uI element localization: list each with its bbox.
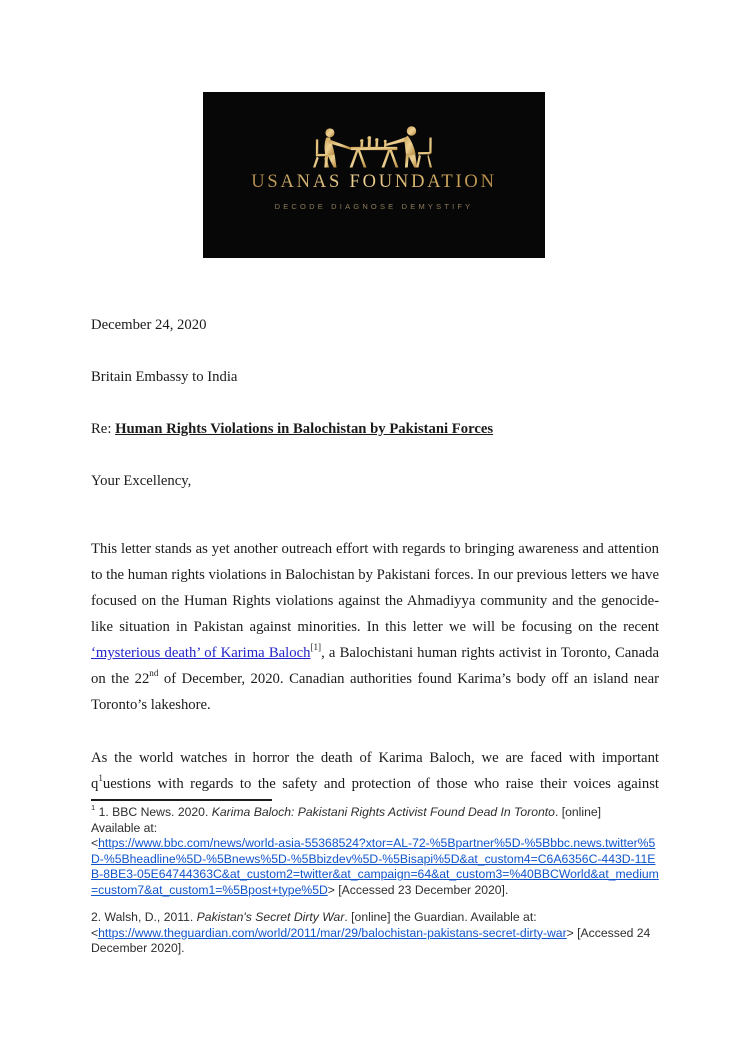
guardian-article-link[interactable]: https://www.theguardian.com/world/2011/mar/29/balochistan-pakistans-secret-dirty-war [98,925,567,940]
para1-text-1: This letter stands as yet another outreach effort with regards to bringing awareness and attention to the human rights violations in Balochistan by Pakistani forces. In our previous letters we have focused on the Human Rights violations against the Ahmadiyya community and the genocide- like situation in Pakistan against minorities. In this letter we will be focusing on the recent [91,540,659,635]
footnote-ref-1: [1] [310,641,322,652]
para1-text-3: of December, 2020. Canadian authorities found Karima’s body off an island near Toronto’s lakeshore. [91,670,659,713]
footnote-1-title: Karima Baloch: Pakistani Rights Activist Found Dead In Toronto [211,805,555,819]
bbc-article-link[interactable]: https://www.bbc.com/news/world-asia-55368524?xtor=AL-72-%5Bpartner%5D-%5Bbbc.news.twitter%5D-%5Bheadline%5D-%5Bnews%5D-%5Bbizdev%5D-%5Bisapi%5D&at_custom4=C6A6356C-443D-11EB-8BE3-05E64744363C&at_custom2=twitter&at_campaign=64&at_custom3=%40BBCWorld&at_medium=custom7&at_custom1=%5Bpost+type%5D [91,836,659,897]
recipient-line: Britain Embassy to India [91,369,238,385]
logo-title: USANAS FOUNDATION [203,172,545,193]
logo-tagline: DECODE DIAGNOSE DEMYSTIFY [274,202,474,211]
subject-prefix: Re: [91,421,116,437]
footnote-1-after-title: . [online] [554,805,602,819]
para1-text-2: , a Balochistani human rights activist in Toronto, Canada on the 22 [91,644,659,687]
footnote-2-after-title: . [online] the Guardian. Available at: [344,910,537,924]
footnote-ref-inline: 1 [98,772,103,783]
footnote-2-angle-open: < [91,925,99,940]
footnote-separator [91,799,272,801]
date-line: December 24, 2020 [91,317,207,333]
karima-baloch-death-link[interactable]: ‘mysterious death’ of Karima Baloch [91,644,311,661]
footnotes-section [91,802,659,957]
usanas-foundation-logo [203,92,545,258]
body-paragraph-2 [91,745,659,797]
body-paragraph-1 [91,536,659,718]
footnote-1-citation: 1. BBC News. 2020. [95,805,212,819]
para2-text-1: As the world watches in horror the death of Karima Baloch, we are faced with important q [91,749,659,792]
footnote-1-angle-open: < [91,836,99,850]
footnote-1-accessed: > [Accessed 23 December 2020]. [327,882,509,897]
footnote-2-citation: 2. Walsh, D., 2011. [91,910,197,924]
subject-text: Human Rights Violations in Balochistan by Pakistani Forces [115,421,494,437]
footnote-1-marker: 1 [91,802,96,812]
footnote-2-title: Pakistan's Secret Dirty War [196,910,345,924]
chess-players-icon [299,119,449,171]
footnote-2-accessed: > [Accessed 24 December 2020]. [91,925,651,955]
para2-text-2: uestions with regards to the safety and protection of those who raise their voices against [102,775,659,792]
salutation: Your Excellency, [91,473,192,489]
ordinal-suffix: nd [149,667,159,678]
footnote-1 [91,802,659,898]
subject-line [91,416,659,442]
footnote-2 [91,910,659,957]
footnote-1-available-label: Available at: [91,820,158,835]
